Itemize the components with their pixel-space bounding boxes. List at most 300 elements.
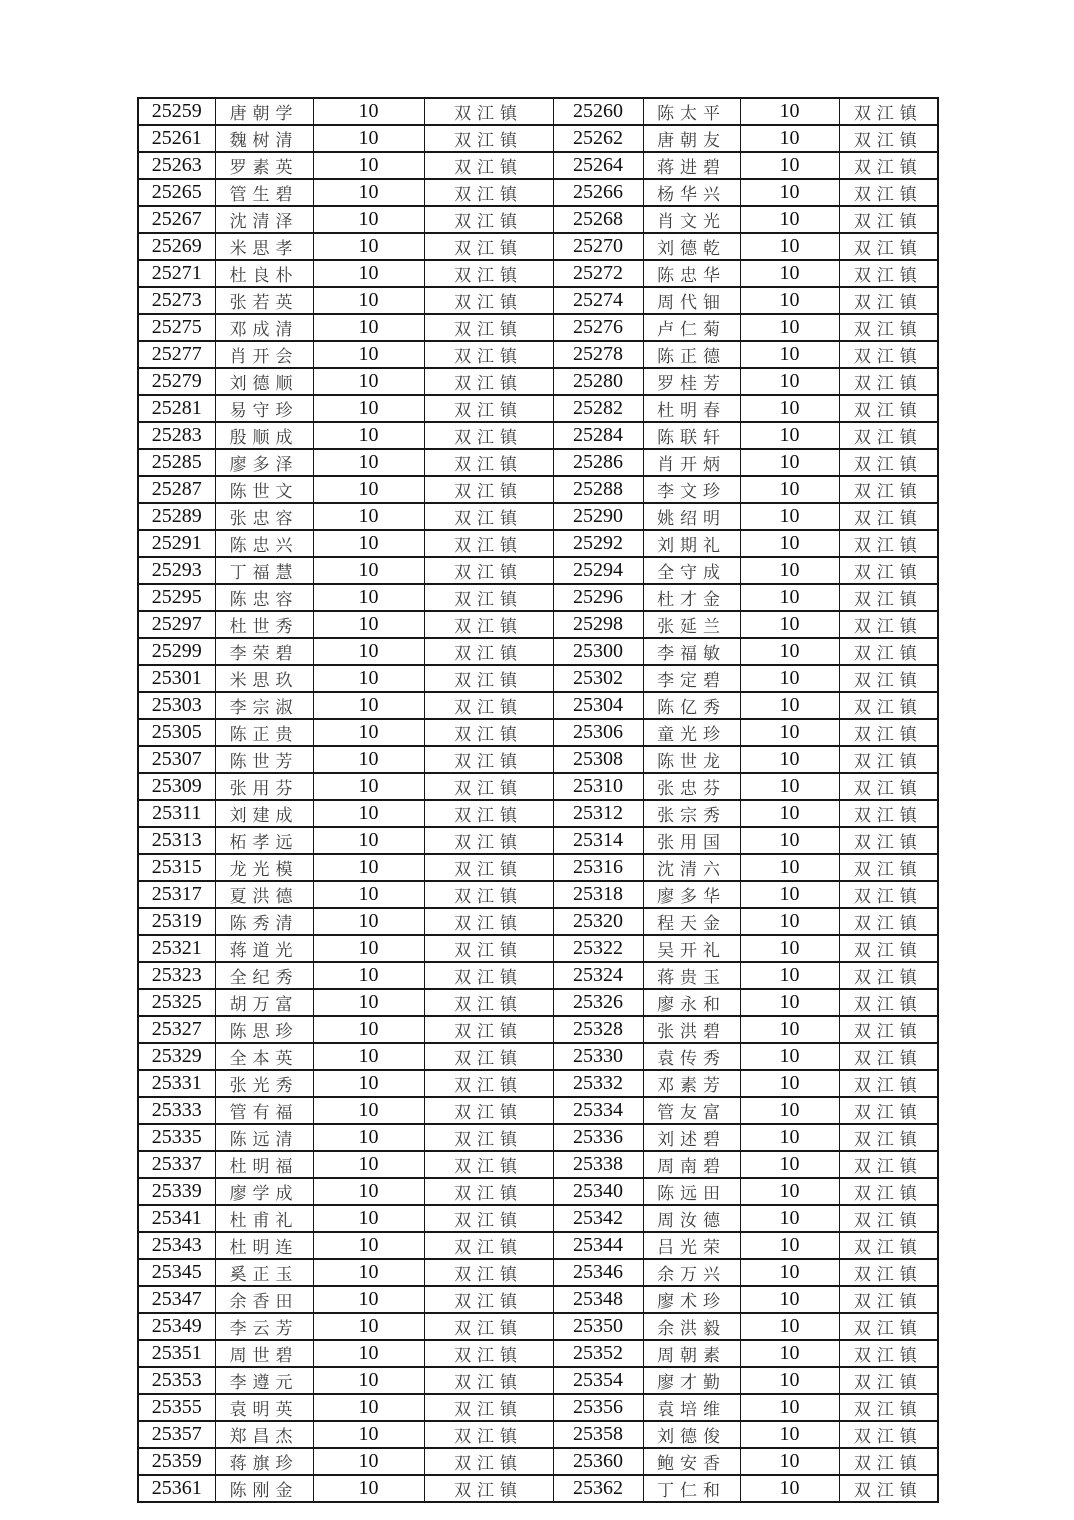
cell-id: 25345 [138, 1259, 215, 1286]
cell-name: 罗素英 [215, 152, 313, 179]
cell-town: 双江镇 [424, 314, 553, 341]
cell-id: 25325 [138, 989, 215, 1016]
cell-town: 双江镇 [424, 1421, 553, 1448]
cell-name: 廖永和 [643, 989, 740, 1016]
cell-town: 双江镇 [839, 287, 938, 314]
cell-amount: 10 [740, 1340, 839, 1367]
table-row [138, 233, 938, 260]
cell-name: 唐朝学 [215, 98, 313, 125]
cell-amount: 10 [313, 1259, 424, 1286]
cell-id: 25332 [553, 1070, 643, 1097]
cell-town: 双江镇 [839, 1313, 938, 1340]
cell-amount: 10 [313, 260, 424, 287]
cell-id: 25327 [138, 1016, 215, 1043]
cell-id: 25356 [553, 1394, 643, 1421]
cell-amount: 10 [740, 611, 839, 638]
cell-town: 双江镇 [424, 1151, 553, 1178]
cell-id: 25329 [138, 1043, 215, 1070]
cell-id: 25290 [553, 503, 643, 530]
cell-town: 双江镇 [424, 1259, 553, 1286]
cell-name: 廖多泽 [215, 449, 313, 476]
cell-id: 25346 [553, 1259, 643, 1286]
cell-town: 双江镇 [424, 1340, 553, 1367]
cell-id: 25344 [553, 1232, 643, 1259]
cell-name: 陈世龙 [643, 746, 740, 773]
cell-name: 李云芳 [215, 1313, 313, 1340]
cell-town: 双江镇 [839, 341, 938, 368]
table-row [138, 1286, 938, 1313]
cell-amount: 10 [313, 962, 424, 989]
cell-amount: 10 [740, 800, 839, 827]
cell-amount: 10 [313, 1043, 424, 1070]
cell-id: 25266 [553, 179, 643, 206]
cell-name: 丁福慧 [215, 557, 313, 584]
cell-town: 双江镇 [839, 719, 938, 746]
cell-id: 25334 [553, 1097, 643, 1124]
cell-id: 25312 [553, 800, 643, 827]
cell-town: 双江镇 [424, 503, 553, 530]
roster-table [137, 97, 939, 1503]
cell-town: 双江镇 [839, 179, 938, 206]
cell-name: 周朝素 [643, 1340, 740, 1367]
cell-id: 25278 [553, 341, 643, 368]
cell-amount: 10 [740, 719, 839, 746]
cell-amount: 10 [740, 1178, 839, 1205]
cell-amount: 10 [740, 908, 839, 935]
cell-town: 双江镇 [839, 368, 938, 395]
cell-id: 25354 [553, 1367, 643, 1394]
cell-town: 双江镇 [424, 1043, 553, 1070]
cell-name: 袁传秀 [643, 1043, 740, 1070]
cell-town: 双江镇 [839, 827, 938, 854]
cell-town: 双江镇 [839, 1259, 938, 1286]
cell-id: 25311 [138, 800, 215, 827]
cell-town: 双江镇 [839, 611, 938, 638]
cell-name: 米思孝 [215, 233, 313, 260]
cell-amount: 10 [740, 1394, 839, 1421]
cell-id: 25282 [553, 395, 643, 422]
cell-town: 双江镇 [424, 260, 553, 287]
cell-name: 陈刚金 [215, 1475, 313, 1502]
cell-name: 杜明春 [643, 395, 740, 422]
table-row [138, 152, 938, 179]
cell-town: 双江镇 [839, 1151, 938, 1178]
cell-name: 罗桂芳 [643, 368, 740, 395]
cell-town: 双江镇 [424, 125, 553, 152]
table-row [138, 719, 938, 746]
cell-amount: 10 [740, 1313, 839, 1340]
table-row [138, 1394, 938, 1421]
cell-id: 25271 [138, 260, 215, 287]
table-row [138, 368, 938, 395]
cell-id: 25324 [553, 962, 643, 989]
cell-amount: 10 [313, 1286, 424, 1313]
cell-id: 25358 [553, 1421, 643, 1448]
cell-amount: 10 [740, 368, 839, 395]
cell-name: 蒋进碧 [643, 152, 740, 179]
cell-amount: 10 [313, 179, 424, 206]
table-row [138, 1259, 938, 1286]
cell-amount: 10 [740, 638, 839, 665]
cell-id: 25338 [553, 1151, 643, 1178]
cell-town: 双江镇 [839, 233, 938, 260]
cell-id: 25291 [138, 530, 215, 557]
cell-town: 双江镇 [424, 1070, 553, 1097]
cell-id: 25361 [138, 1475, 215, 1502]
table-row [138, 1178, 938, 1205]
cell-amount: 10 [740, 773, 839, 800]
cell-amount: 10 [313, 638, 424, 665]
cell-id: 25277 [138, 341, 215, 368]
cell-amount: 10 [740, 1205, 839, 1232]
cell-id: 25270 [553, 233, 643, 260]
cell-name: 张用国 [643, 827, 740, 854]
cell-amount: 10 [313, 1205, 424, 1232]
cell-town: 双江镇 [424, 989, 553, 1016]
cell-name: 童光珍 [643, 719, 740, 746]
cell-id: 25310 [553, 773, 643, 800]
cell-id: 25295 [138, 584, 215, 611]
cell-id: 25303 [138, 692, 215, 719]
cell-id: 25343 [138, 1232, 215, 1259]
cell-town: 双江镇 [424, 449, 553, 476]
cell-name: 杜明连 [215, 1232, 313, 1259]
cell-town: 双江镇 [839, 1232, 938, 1259]
cell-town: 双江镇 [839, 800, 938, 827]
cell-amount: 10 [313, 584, 424, 611]
roster-body [138, 98, 938, 1502]
cell-id: 25268 [553, 206, 643, 233]
cell-town: 双江镇 [424, 341, 553, 368]
cell-town: 双江镇 [424, 584, 553, 611]
cell-name: 陈亿秀 [643, 692, 740, 719]
cell-amount: 10 [313, 1421, 424, 1448]
table-row [138, 476, 938, 503]
cell-id: 25323 [138, 962, 215, 989]
cell-amount: 10 [740, 1151, 839, 1178]
cell-id: 25281 [138, 395, 215, 422]
cell-id: 25320 [553, 908, 643, 935]
cell-town: 双江镇 [424, 1232, 553, 1259]
cell-amount: 10 [313, 98, 424, 125]
table-row [138, 1205, 938, 1232]
cell-amount: 10 [313, 800, 424, 827]
cell-name: 杨华兴 [643, 179, 740, 206]
cell-name: 李宗淑 [215, 692, 313, 719]
cell-town: 双江镇 [839, 1394, 938, 1421]
table-row [138, 800, 938, 827]
cell-name: 杜世秀 [215, 611, 313, 638]
cell-amount: 10 [313, 1097, 424, 1124]
cell-id: 25299 [138, 638, 215, 665]
table-row [138, 1097, 938, 1124]
cell-id: 25306 [553, 719, 643, 746]
cell-id: 25265 [138, 179, 215, 206]
cell-amount: 10 [313, 1178, 424, 1205]
cell-amount: 10 [313, 233, 424, 260]
cell-town: 双江镇 [839, 449, 938, 476]
cell-amount: 10 [740, 422, 839, 449]
table-row [138, 665, 938, 692]
table-row [138, 1475, 938, 1502]
cell-town: 双江镇 [424, 962, 553, 989]
cell-amount: 10 [740, 881, 839, 908]
cell-id: 25318 [553, 881, 643, 908]
cell-id: 25316 [553, 854, 643, 881]
cell-amount: 10 [313, 1367, 424, 1394]
table-row [138, 314, 938, 341]
cell-town: 双江镇 [424, 1016, 553, 1043]
cell-name: 杜才金 [643, 584, 740, 611]
cell-id: 25298 [553, 611, 643, 638]
cell-name: 刘德俊 [643, 1421, 740, 1448]
table-row [138, 773, 938, 800]
cell-name: 管生碧 [215, 179, 313, 206]
cell-amount: 10 [313, 1124, 424, 1151]
cell-amount: 10 [313, 341, 424, 368]
cell-town: 双江镇 [424, 719, 553, 746]
table-row [138, 1232, 938, 1259]
cell-amount: 10 [740, 1448, 839, 1475]
cell-amount: 10 [740, 98, 839, 125]
cell-amount: 10 [740, 125, 839, 152]
cell-name: 吴开礼 [643, 935, 740, 962]
table-row [138, 449, 938, 476]
cell-town: 双江镇 [839, 1448, 938, 1475]
cell-town: 双江镇 [839, 1097, 938, 1124]
cell-name: 殷顺成 [215, 422, 313, 449]
table-row [138, 341, 938, 368]
cell-amount: 10 [313, 665, 424, 692]
cell-name: 廖术珍 [643, 1286, 740, 1313]
cell-amount: 10 [313, 368, 424, 395]
cell-amount: 10 [313, 719, 424, 746]
cell-name: 蒋贵玉 [643, 962, 740, 989]
cell-id: 25261 [138, 125, 215, 152]
cell-amount: 10 [313, 746, 424, 773]
cell-town: 双江镇 [424, 206, 553, 233]
cell-amount: 10 [740, 1259, 839, 1286]
cell-town: 双江镇 [424, 1124, 553, 1151]
cell-id: 25342 [553, 1205, 643, 1232]
cell-town: 双江镇 [424, 1178, 553, 1205]
table-row [138, 422, 938, 449]
cell-name: 刘述碧 [643, 1124, 740, 1151]
table-row [138, 1124, 938, 1151]
cell-name: 杜良朴 [215, 260, 313, 287]
cell-name: 全本英 [215, 1043, 313, 1070]
cell-name: 肖文光 [643, 206, 740, 233]
cell-town: 双江镇 [839, 1286, 938, 1313]
cell-name: 胡万富 [215, 989, 313, 1016]
cell-amount: 10 [313, 1313, 424, 1340]
cell-name: 奚正玉 [215, 1259, 313, 1286]
cell-name: 陈忠华 [643, 260, 740, 287]
cell-name: 陈正贵 [215, 719, 313, 746]
table-row [138, 1448, 938, 1475]
cell-amount: 10 [740, 1124, 839, 1151]
table-row [138, 827, 938, 854]
cell-id: 25262 [553, 125, 643, 152]
cell-id: 25319 [138, 908, 215, 935]
cell-id: 25267 [138, 206, 215, 233]
cell-town: 双江镇 [424, 1394, 553, 1421]
cell-name: 廖学成 [215, 1178, 313, 1205]
table-row [138, 989, 938, 1016]
cell-town: 双江镇 [839, 1043, 938, 1070]
cell-amount: 10 [313, 611, 424, 638]
cell-amount: 10 [740, 530, 839, 557]
cell-amount: 10 [740, 206, 839, 233]
cell-name: 张忠容 [215, 503, 313, 530]
cell-town: 双江镇 [839, 1016, 938, 1043]
cell-name: 廖多华 [643, 881, 740, 908]
cell-town: 双江镇 [424, 1448, 553, 1475]
cell-name: 余香田 [215, 1286, 313, 1313]
cell-name: 陈秀清 [215, 908, 313, 935]
cell-name: 陈太平 [643, 98, 740, 125]
cell-id: 25321 [138, 935, 215, 962]
cell-id: 25297 [138, 611, 215, 638]
cell-id: 25330 [553, 1043, 643, 1070]
cell-amount: 10 [740, 1421, 839, 1448]
cell-town: 双江镇 [424, 1286, 553, 1313]
cell-id: 25302 [553, 665, 643, 692]
cell-amount: 10 [740, 584, 839, 611]
cell-amount: 10 [740, 854, 839, 881]
table-row [138, 1421, 938, 1448]
cell-name: 周代钿 [643, 287, 740, 314]
cell-town: 双江镇 [839, 1070, 938, 1097]
cell-name: 魏树清 [215, 125, 313, 152]
cell-town: 双江镇 [839, 1421, 938, 1448]
cell-id: 25353 [138, 1367, 215, 1394]
table-row [138, 1151, 938, 1178]
cell-name: 陈忠容 [215, 584, 313, 611]
cell-name: 陈远清 [215, 1124, 313, 1151]
cell-id: 25340 [553, 1178, 643, 1205]
cell-name: 周世碧 [215, 1340, 313, 1367]
cell-town: 双江镇 [424, 530, 553, 557]
cell-name: 龙光模 [215, 854, 313, 881]
cell-amount: 10 [740, 287, 839, 314]
cell-name: 邓成清 [215, 314, 313, 341]
cell-amount: 10 [740, 395, 839, 422]
cell-name: 吕光荣 [643, 1232, 740, 1259]
table-row [138, 287, 938, 314]
cell-amount: 10 [313, 449, 424, 476]
cell-amount: 10 [313, 314, 424, 341]
table-row [138, 557, 938, 584]
cell-id: 25289 [138, 503, 215, 530]
cell-name: 陈思珍 [215, 1016, 313, 1043]
cell-amount: 10 [740, 989, 839, 1016]
cell-town: 双江镇 [424, 1367, 553, 1394]
cell-id: 25326 [553, 989, 643, 1016]
cell-id: 25283 [138, 422, 215, 449]
cell-town: 双江镇 [839, 962, 938, 989]
table-row [138, 179, 938, 206]
cell-id: 25350 [553, 1313, 643, 1340]
cell-amount: 10 [740, 692, 839, 719]
cell-amount: 10 [313, 1475, 424, 1502]
cell-town: 双江镇 [839, 908, 938, 935]
cell-amount: 10 [313, 1232, 424, 1259]
cell-id: 25322 [553, 935, 643, 962]
cell-name: 刘德乾 [643, 233, 740, 260]
cell-town: 双江镇 [424, 287, 553, 314]
cell-id: 25263 [138, 152, 215, 179]
cell-name: 易守珍 [215, 395, 313, 422]
table-row [138, 881, 938, 908]
cell-amount: 10 [740, 152, 839, 179]
cell-amount: 10 [313, 1151, 424, 1178]
cell-town: 双江镇 [424, 908, 553, 935]
cell-id: 25300 [553, 638, 643, 665]
cell-town: 双江镇 [839, 773, 938, 800]
cell-amount: 10 [313, 395, 424, 422]
cell-id: 25357 [138, 1421, 215, 1448]
table-row [138, 935, 938, 962]
cell-amount: 10 [740, 1232, 839, 1259]
cell-town: 双江镇 [424, 800, 553, 827]
table-row [138, 584, 938, 611]
cell-town: 双江镇 [424, 1475, 553, 1502]
cell-town: 双江镇 [424, 665, 553, 692]
cell-id: 25315 [138, 854, 215, 881]
cell-name: 鲍安香 [643, 1448, 740, 1475]
cell-id: 25331 [138, 1070, 215, 1097]
cell-id: 25305 [138, 719, 215, 746]
table-row [138, 1070, 938, 1097]
cell-amount: 10 [740, 1097, 839, 1124]
cell-town: 双江镇 [424, 773, 553, 800]
cell-amount: 10 [740, 341, 839, 368]
cell-town: 双江镇 [839, 881, 938, 908]
table-row [138, 1043, 938, 1070]
cell-amount: 10 [740, 746, 839, 773]
cell-id: 25355 [138, 1394, 215, 1421]
cell-amount: 10 [740, 1367, 839, 1394]
cell-town: 双江镇 [839, 935, 938, 962]
cell-amount: 10 [740, 1286, 839, 1313]
cell-name: 肖开炳 [643, 449, 740, 476]
cell-id: 25285 [138, 449, 215, 476]
cell-amount: 10 [313, 1016, 424, 1043]
cell-amount: 10 [740, 233, 839, 260]
cell-amount: 10 [313, 881, 424, 908]
cell-id: 25333 [138, 1097, 215, 1124]
cell-amount: 10 [313, 125, 424, 152]
table-row [138, 962, 938, 989]
cell-town: 双江镇 [839, 314, 938, 341]
cell-id: 25301 [138, 665, 215, 692]
cell-amount: 10 [313, 206, 424, 233]
cell-amount: 10 [313, 152, 424, 179]
cell-amount: 10 [740, 1475, 839, 1502]
cell-id: 25362 [553, 1475, 643, 1502]
cell-name: 李荣碧 [215, 638, 313, 665]
cell-amount: 10 [313, 908, 424, 935]
cell-id: 25352 [553, 1340, 643, 1367]
cell-id: 25292 [553, 530, 643, 557]
cell-town: 双江镇 [424, 368, 553, 395]
table-row [138, 206, 938, 233]
cell-town: 双江镇 [424, 1097, 553, 1124]
cell-id: 25287 [138, 476, 215, 503]
cell-town: 双江镇 [424, 1313, 553, 1340]
table-row [138, 746, 938, 773]
